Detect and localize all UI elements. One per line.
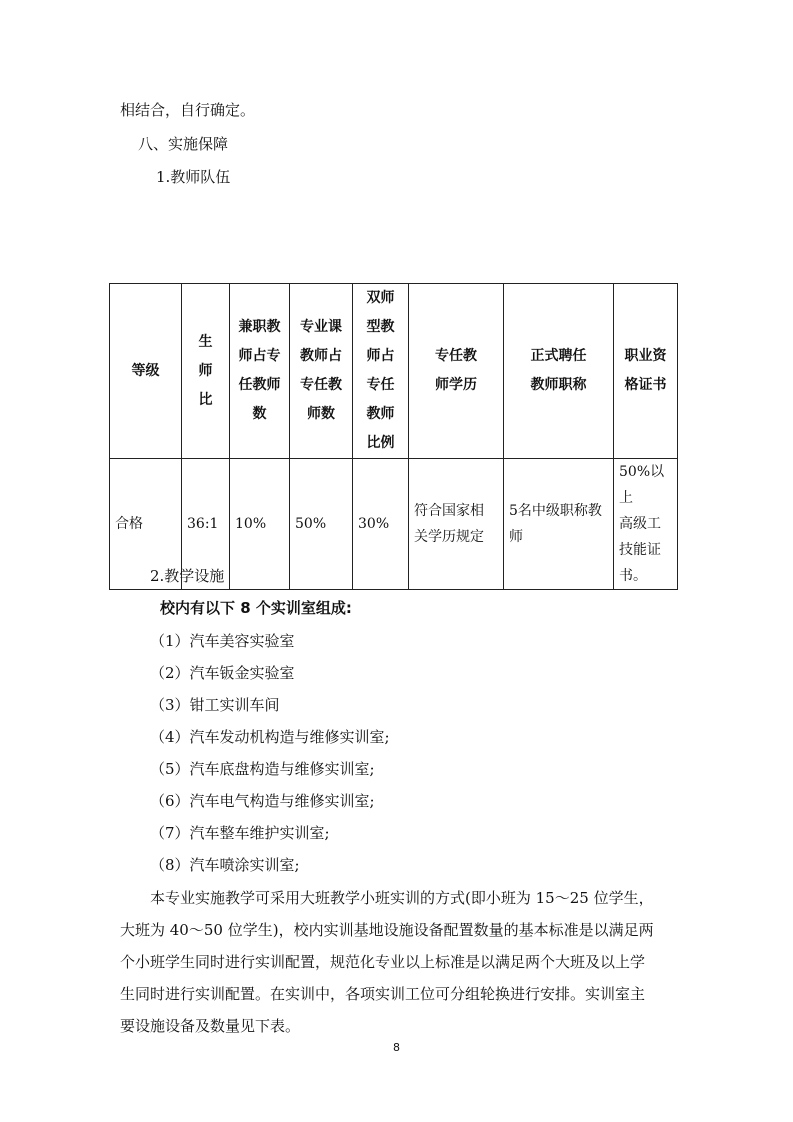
- cell-parttime: [230, 459, 290, 590]
- list-item: （6）汽车电气构造与维修实训室;: [150, 792, 375, 810]
- list-item: （5）汽车底盘构造与维修实训室;: [150, 760, 375, 778]
- paragraph-line: 本专业实施教学可采用大班教学小班实训的方式(即小班为 15～25 位学生，: [150, 889, 654, 907]
- header-text-line: 专任教: [435, 348, 477, 364]
- cell-text-line: 50%以上: [619, 464, 665, 506]
- subsection-heading-facilities: 2.教学设施: [150, 567, 225, 585]
- cell-title: [504, 459, 614, 590]
- cell-text-line: 30%: [358, 516, 390, 532]
- header-text-line: 兼职教: [238, 319, 281, 335]
- header-title: [504, 284, 614, 459]
- header-level: [110, 284, 182, 459]
- cell-certificate: [614, 459, 678, 590]
- list-item: （2）汽车钣金实验室: [150, 664, 295, 682]
- cell-text-line: 关学历规定: [414, 529, 484, 545]
- header-text-line: 师学历: [435, 377, 477, 393]
- teacher-team-table: [109, 283, 678, 590]
- cell-text-line: 36:1: [187, 516, 219, 532]
- facilities-intro: 校内有以下 8 个实训室组成:: [160, 599, 352, 617]
- cell-text-line: 师: [509, 529, 523, 545]
- header-text-line: 型教: [366, 319, 395, 335]
- header-text-line: 数: [252, 406, 267, 422]
- cell-text-line: 高级工: [619, 516, 661, 532]
- header-student-teacher-ratio: [182, 284, 230, 459]
- paragraph-line: 生同时进行实训配置。在实训中，各项实训工位可分组轮换进行安排。实训室主: [120, 985, 646, 1003]
- list-item: （3）钳工实训车间: [150, 696, 280, 714]
- list-item: （1）汽车美容实验室: [150, 632, 295, 650]
- header-education: [409, 284, 504, 459]
- cell-text-line: 50%: [295, 516, 327, 532]
- table-header-row: [110, 284, 678, 459]
- header-text-line: 正式聘任: [530, 348, 587, 364]
- header-parttime-ratio: [230, 284, 290, 459]
- header-text-line: 师: [198, 362, 213, 379]
- page-number: 8: [393, 1041, 400, 1054]
- header-text-line: 教师: [366, 406, 395, 422]
- subsection-heading-teachers: 1.教师队伍: [156, 168, 231, 186]
- cell-text-line: 5名中级职称教: [509, 503, 602, 519]
- cell-text-line: 10%: [235, 516, 267, 532]
- header-text-line: 职业资: [624, 348, 667, 364]
- header-text-line: 等级: [131, 362, 160, 379]
- header-text-line: 生: [198, 333, 213, 350]
- header-text-line: 教师职称: [530, 377, 587, 393]
- paragraph-line: 要设施设备及数量见下表。: [120, 1017, 301, 1035]
- header-text-line: 专业课: [300, 319, 342, 335]
- header-text-line: 专任: [366, 377, 395, 393]
- header-text-line: 格证书: [624, 377, 667, 393]
- paragraph-line: 大班为 40～50 位学生)，校内实训基地设施设备配置数量的基本标准是以满足两: [120, 921, 654, 939]
- header-professional-ratio: [290, 284, 353, 459]
- header-text-line: 教师占: [300, 348, 342, 364]
- cell-professional: [290, 459, 353, 590]
- section-heading: 八、实施保障: [138, 135, 229, 153]
- paragraph-line: 个小班学生同时进行实训配置，规范化专业以上标准是以满足两个大班及以上学: [120, 953, 646, 971]
- cell-text-line: 技能证: [619, 542, 661, 558]
- header-text-line: 双师: [366, 290, 395, 306]
- header-text-line: 专任教: [300, 377, 342, 393]
- header-text-line: 师占专: [238, 348, 281, 364]
- list-item: （4）汽车发动机构造与维修实训室;: [150, 728, 390, 746]
- header-dual-teacher-ratio: [353, 284, 409, 459]
- cell-education: [409, 459, 504, 590]
- cell-text-line: 符合国家相: [414, 503, 484, 519]
- list-item: （7）汽车整车维护实训室;: [150, 824, 330, 842]
- list-item: （8）汽车喷涂实训室;: [150, 856, 300, 874]
- cell-dual: [353, 459, 409, 590]
- continued-text: 相结合，自行确定。: [120, 101, 256, 119]
- header-certificate: [614, 284, 678, 459]
- header-text-line: 比例: [366, 435, 395, 451]
- header-text-line: 师占: [366, 348, 395, 364]
- cell-text-line: 合格: [115, 516, 143, 532]
- cell-text-line: 书。: [619, 568, 647, 584]
- header-text-line: 任教师: [238, 377, 281, 393]
- header-text-line: 比: [198, 391, 213, 408]
- header-text-line: 师数: [307, 406, 335, 422]
